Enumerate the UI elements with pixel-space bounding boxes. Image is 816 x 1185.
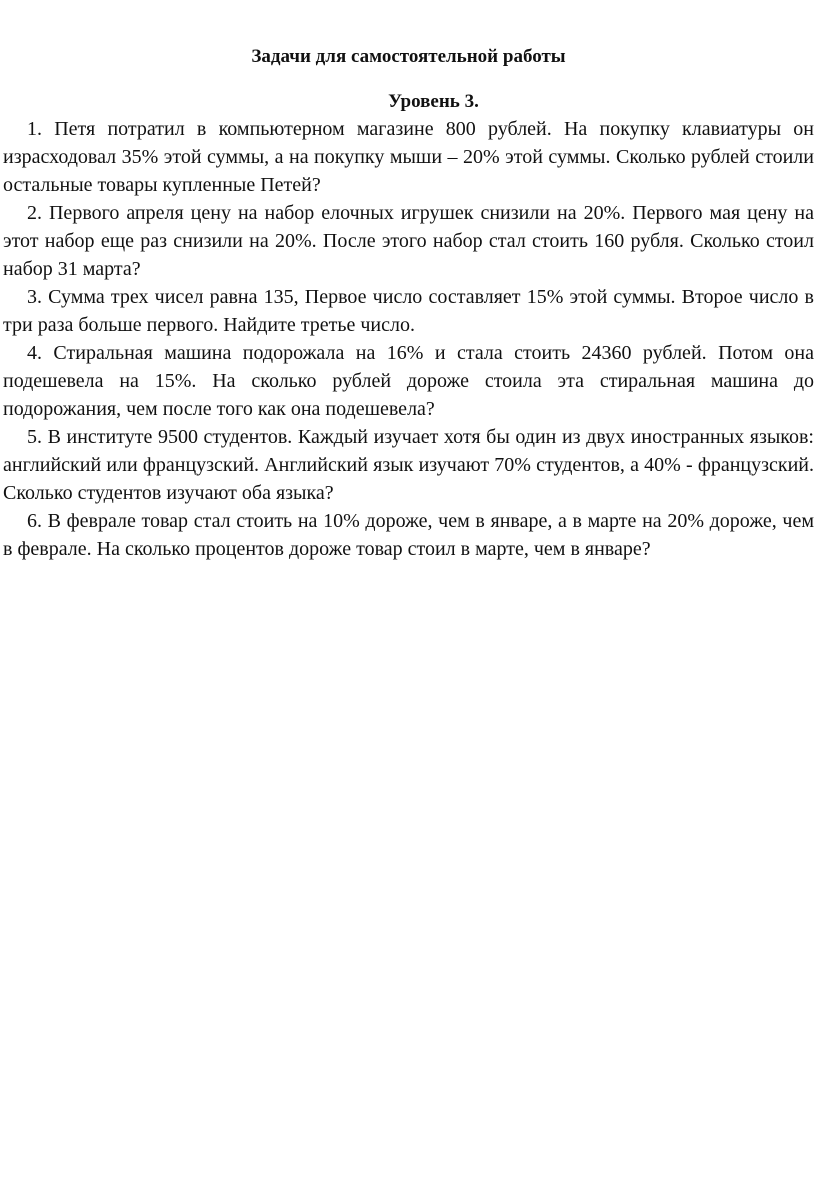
task-3: 3. Сумма трех чисел равна 135, Первое число составляет 15% этой суммы. Второе число в три раза больше первого. Найдите третье число. — [3, 286, 814, 336]
task-1: 1. Петя потратил в компьютерном магазине 800 рублей. На покупку клавиатуры он израсходовал 35% этой суммы, а на покупку мыши – 20% этой суммы. Сколько рублей стоили остальные товары купленные Петей? — [3, 118, 814, 196]
task-6: 6. В феврале товар стал стоить на 10% дороже, чем в январе, а в марте на 20% дороже, чем в феврале. На сколько процентов дороже товар стоил в марте, чем в январе? — [3, 510, 814, 560]
task-4: 4. Стиральная машина подорожала на 16% и стала стоить 24360 рублей. Потом она подешевела на 15%. На сколько рублей дороже стоила эта стиральная машина до подорожания, чем после того как она подешевела? — [3, 342, 814, 420]
document-title: Задачи для самостоятельной работы — [251, 46, 566, 67]
task-5: 5. В институте 9500 студентов. Каждый изучает хотя бы один из двух иностранных языков: английский или французский. Английский язык изучают 70% студентов, а 40% - французский. Сколько студентов изучают оба языка? — [3, 426, 814, 504]
task-2: 2. Первого апреля цену на набор елочных игрушек снизили на 20%. Первого мая цену на этот набор еще раз снизили на 20%. После этого набор стал стоить 160 рубля. Сколько стоил набор 31 марта? — [3, 202, 814, 280]
level-heading: Уровень 3. — [388, 91, 479, 112]
